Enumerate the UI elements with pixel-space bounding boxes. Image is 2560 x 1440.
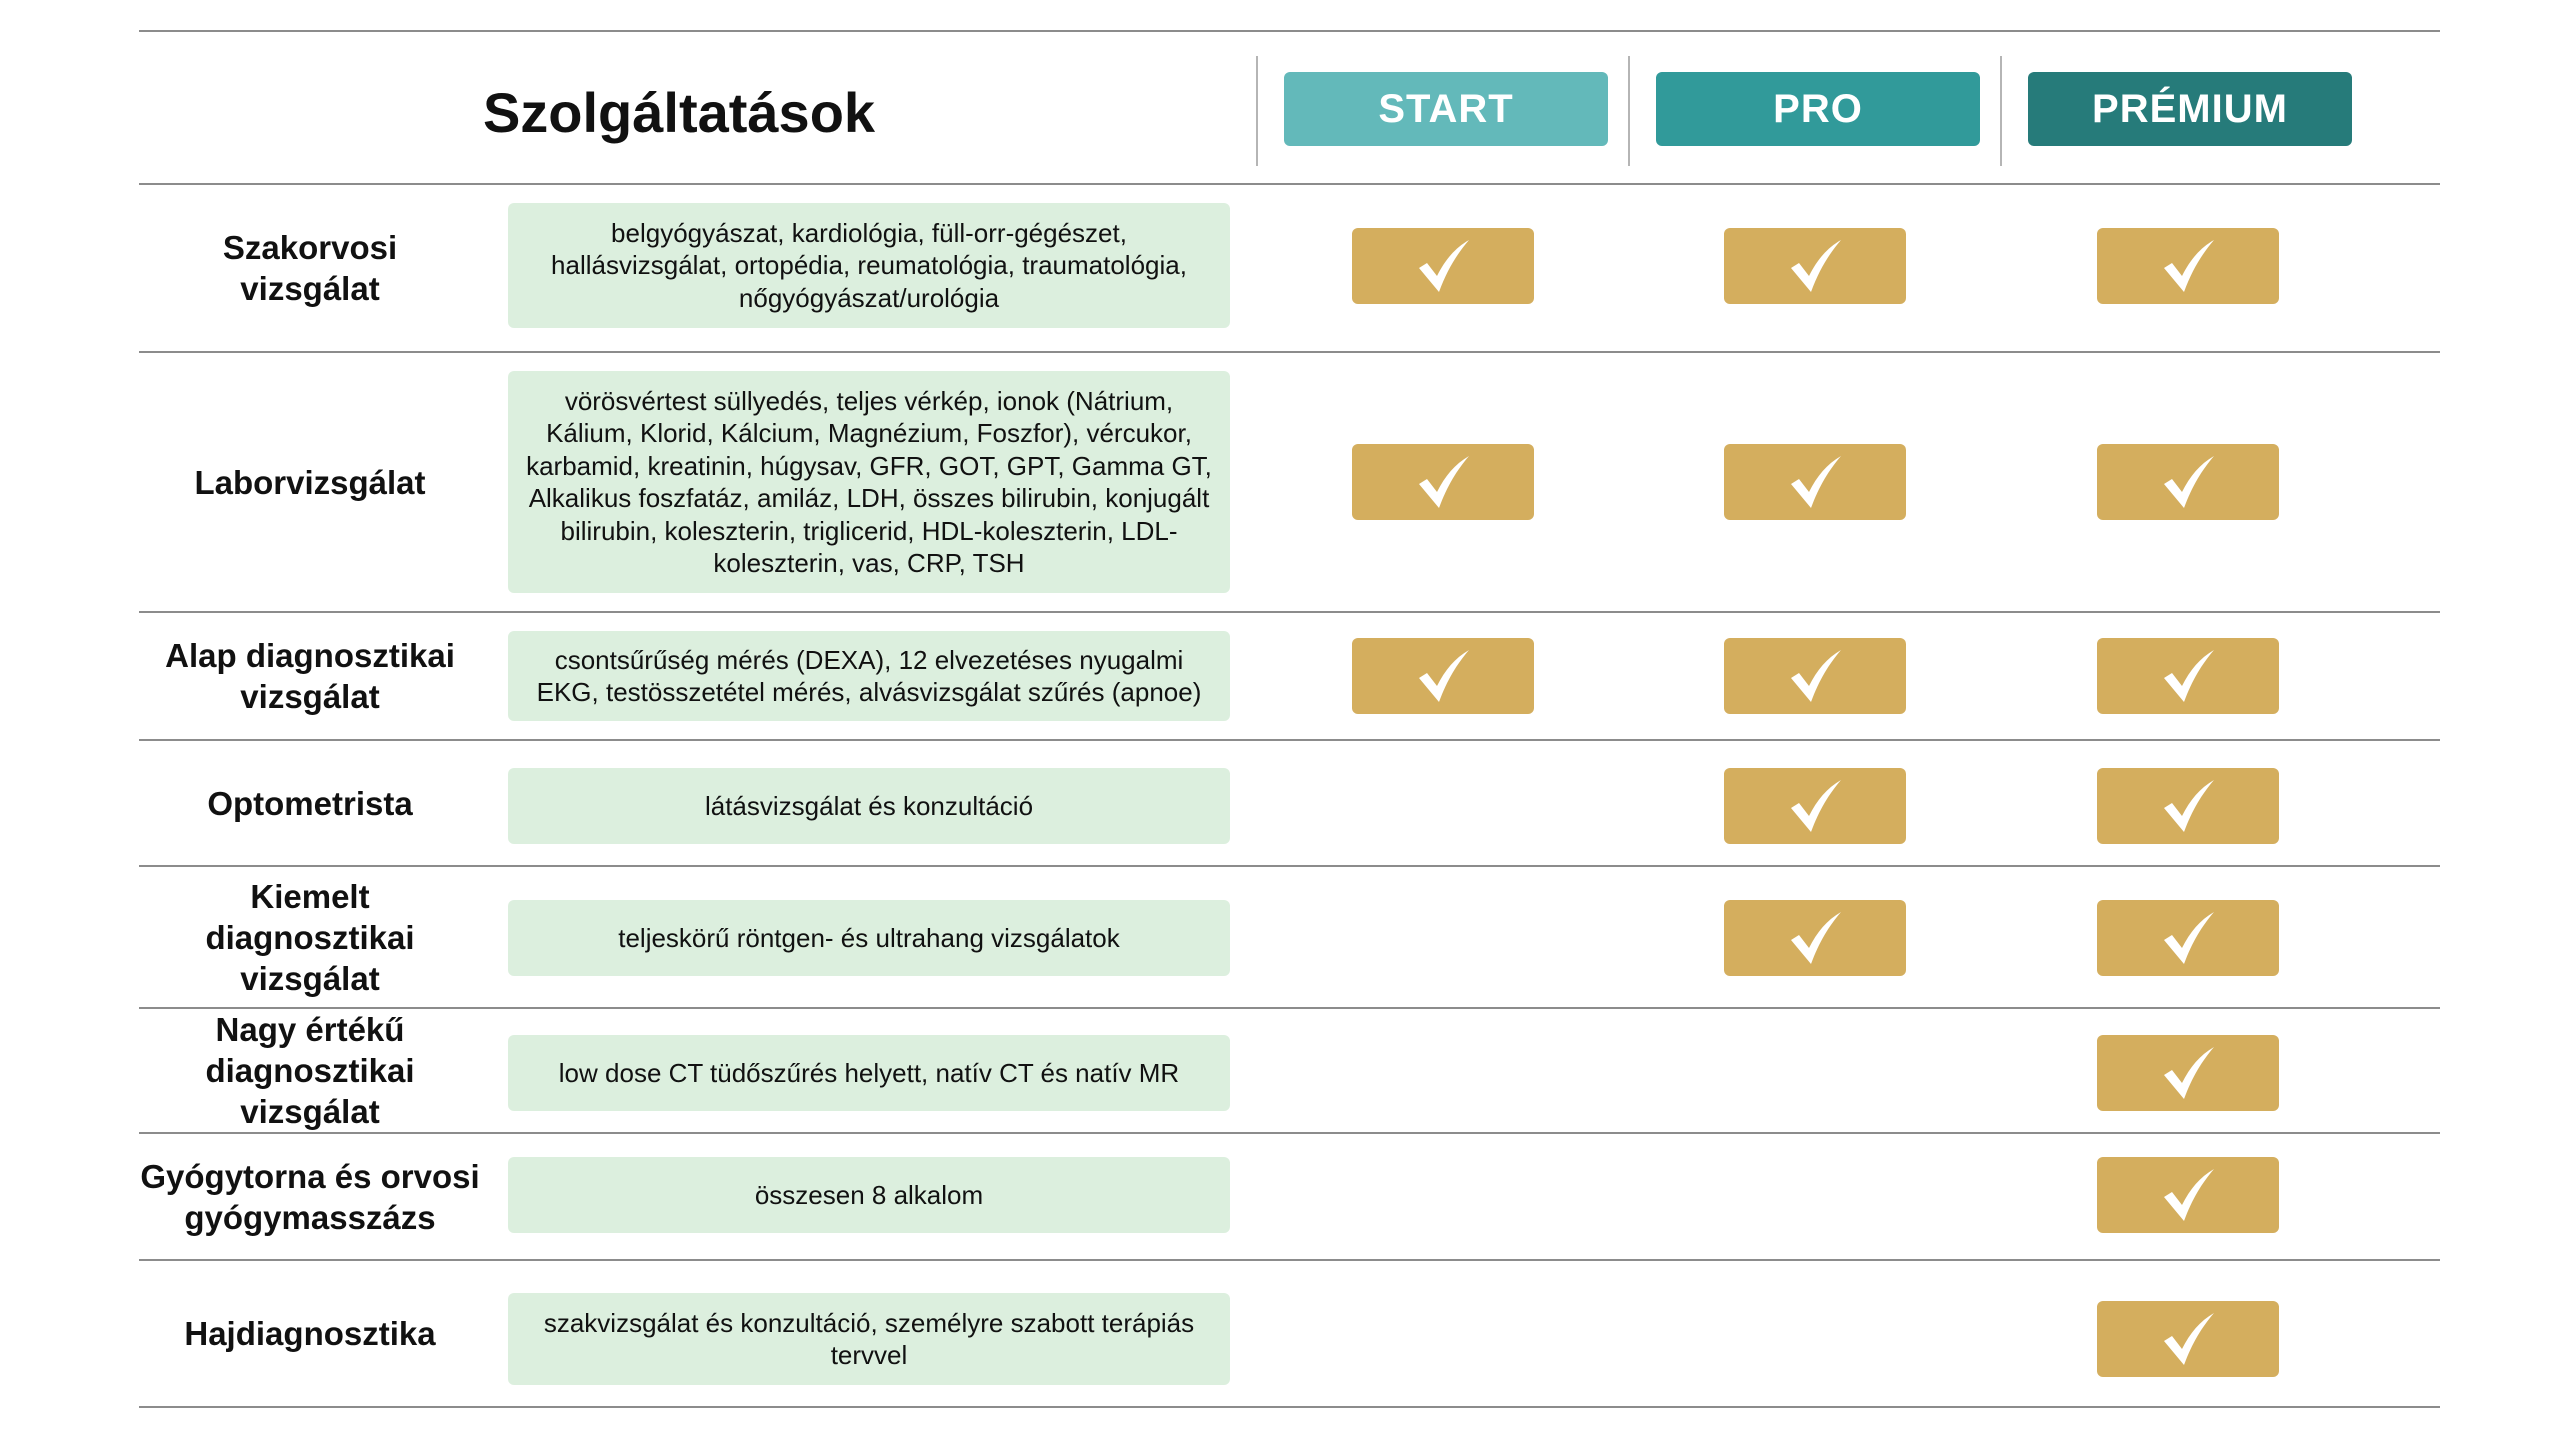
service-name: Szakorvosi vizsgálat xyxy=(222,229,398,307)
included-check-premium xyxy=(2097,900,2279,976)
table-row xyxy=(0,185,2560,351)
service-description: csontsűrűség mérés (DEXA), 12 elvezetéses nyugalmi EKG, testösszetétel mérés, alvásvizsgálat szűrés (apnoe) xyxy=(508,631,1230,721)
included-check-start xyxy=(1352,228,1534,304)
row-divider xyxy=(139,1406,2440,1408)
service-description: teljeskörű röntgen- és ultrahang vizsgálatok xyxy=(508,900,1230,976)
service-name: Laborvizsgálat xyxy=(194,463,426,501)
column-divider xyxy=(1256,56,1258,166)
service-description: szakvizsgálat és konzultáció, személyre szabott terápiás tervvel xyxy=(508,1293,1230,1385)
included-check-premium xyxy=(2097,1035,2279,1111)
included-check-premium xyxy=(2097,638,2279,714)
services-title: Szolgáltatások xyxy=(482,80,876,144)
service-description: belgyógyászat, kardiológia, füll-orr-gégészet, hallásvizsgálat, ortopédia, reumatológia, traumatológia, nőgyógyászat/urológia xyxy=(508,203,1230,328)
service-name: Nagy értékű diagnosztikai vizsgálat xyxy=(205,1011,415,1130)
checkmark-icon xyxy=(2158,1309,2218,1369)
plan-header-premium: PRÉMIUM xyxy=(2028,72,2352,146)
table-row xyxy=(0,867,2560,1007)
checkmark-icon xyxy=(2158,1043,2218,1103)
table-row xyxy=(0,1134,2560,1259)
included-check-premium xyxy=(2097,1157,2279,1233)
checkmark-icon xyxy=(1785,646,1845,706)
included-check-pro xyxy=(1724,900,1906,976)
checkmark-icon xyxy=(1785,236,1845,296)
checkmark-icon xyxy=(2158,452,2218,512)
checkmark-icon xyxy=(1785,776,1845,836)
column-divider xyxy=(1628,56,1630,166)
checkmark-icon xyxy=(2158,776,2218,836)
checkmark-icon xyxy=(1785,452,1845,512)
table-row xyxy=(0,1009,2560,1132)
checkmark-icon xyxy=(1413,452,1473,512)
included-check-pro xyxy=(1724,638,1906,714)
service-description: összesen 8 alkalom xyxy=(508,1157,1230,1233)
service-name: Kiemelt diagnosztikai vizsgálat xyxy=(205,877,415,997)
table-row xyxy=(0,1261,2560,1406)
included-check-premium xyxy=(2097,444,2279,520)
included-check-start xyxy=(1352,638,1534,714)
service-description: low dose CT tüdőszűrés helyett, natív CT és natív MR xyxy=(508,1035,1230,1111)
plan-header-start: START xyxy=(1284,72,1608,146)
checkmark-icon xyxy=(2158,1165,2218,1225)
included-check-start xyxy=(1352,444,1534,520)
service-name: Alap diagnosztikai vizsgálat xyxy=(165,637,455,715)
plan-header-pro: PRO xyxy=(1656,72,1980,146)
checkmark-icon xyxy=(1413,646,1473,706)
service-description: látásvizsgálat és konzultáció xyxy=(508,768,1230,844)
checkmark-icon xyxy=(2158,908,2218,968)
included-check-pro xyxy=(1724,768,1906,844)
service-name: Hajdiagnosztika xyxy=(184,1315,436,1352)
top-divider xyxy=(139,30,2440,32)
table-row xyxy=(0,741,2560,865)
included-check-pro xyxy=(1724,228,1906,304)
service-name: Gyógytorna és orvosi gyógymasszázs xyxy=(140,1157,480,1236)
included-check-pro xyxy=(1724,444,1906,520)
table-row xyxy=(0,353,2560,611)
column-divider xyxy=(2000,56,2002,166)
checkmark-icon xyxy=(1785,908,1845,968)
checkmark-icon xyxy=(2158,646,2218,706)
included-check-premium xyxy=(2097,228,2279,304)
table-row xyxy=(0,613,2560,739)
service-name: Optometrista xyxy=(207,784,413,822)
checkmark-icon xyxy=(2158,236,2218,296)
checkmark-icon xyxy=(1413,236,1473,296)
included-check-premium xyxy=(2097,1301,2279,1377)
service-description: vörösvértest süllyedés, teljes vérkép, ionok (Nátrium, Kálium, Klorid, Kálcium, Magnézium, Foszfor), vércukor, karbamid, kreatinin, húgysav, GFR, GOT, GPT, Gamma GT, Alkalikus foszfatáz, amiláz, LDH, összes bilirubin, konjugált bilirubin, koleszterin, triglicerid, HDL-koleszterin, LDL-koleszterin, vas, CRP, TSH xyxy=(508,371,1230,593)
included-check-premium xyxy=(2097,768,2279,844)
